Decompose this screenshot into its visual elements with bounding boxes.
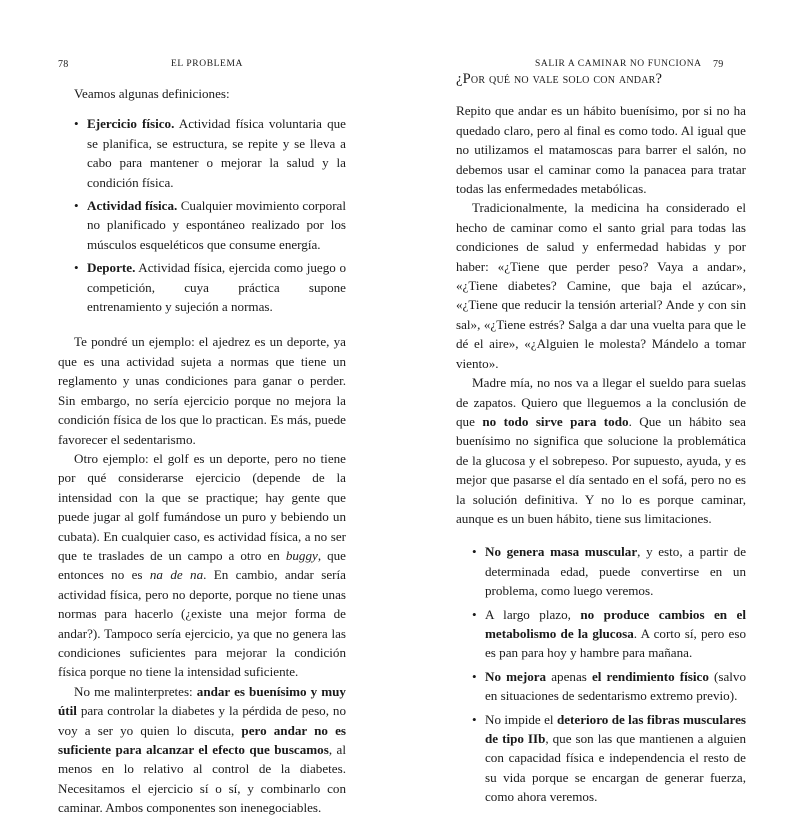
- definition-item: [74, 258, 346, 316]
- bold-text: andar es buenísimo y muy útil: [58, 683, 346, 719]
- paragraph: Repito que andar es un hábito buenísimo, por si no ha quedado claro, pero al final es como todo. Al igual que no utilizamos el matamoscas para barrer el salón, no debemos usar el caminar como la panacea para tratar todas las enfermedades metabólicas.: [456, 103, 746, 197]
- text-run: para controlar la diabetes y la pérdida de peso, no voy a ser yo quien lo discuta,: [58, 703, 346, 738]
- text-run: , que son las que mantienen a alguien con capacidad física e independencia el resto de su vida porque se encargan de generar fuerza, como ahora veremos.: [485, 731, 746, 805]
- bold-text: no produce cambios en el metabolismo de la glucosa: [485, 606, 746, 641]
- bold-text: el rendimiento físico: [591, 668, 709, 684]
- text-run: Otro ejemplo: el golf es un deporte, pero no tiene por qué considerarse ejercicio (depende de la intensidad con la que se practique; hay gente que puede jugar al golf fumándose un puro y bebiendo un cubata). En cualquier caso, es actividad física, a no ser que te traslades de un campo a otro en: [58, 450, 346, 563]
- text-run: . Que un hábito sea buenísimo no significa que solucione la problemática de la glucosa y el sobrepeso. Por supuesto, ayuda, y es mejor que pasarse el día sentado en el sofá, pero no es la solución definitiva. Y no lo es porque caminar, aunque es un buen hábito, tiene sus limitaciones.: [456, 413, 746, 526]
- text-run: , que entonces no es: [58, 547, 346, 583]
- definition-text: Actividad física, ejercida como juego o competición, cuya práctica supone entrenamiento y sujeción a normas.: [87, 260, 346, 315]
- paragraph: [58, 449, 346, 682]
- text-run: A largo plazo,: [485, 606, 581, 622]
- text-run: No impide el: [485, 711, 557, 727]
- definition-term: Ejercicio físico.: [87, 116, 175, 132]
- text-run: apenas: [546, 668, 592, 684]
- intro-line: Veamos algunas definiciones:: [74, 86, 230, 101]
- paragraph: [456, 373, 746, 528]
- text-run: . En cambio, andar sería actividad física, pero no deporte, porque no tiene unas normas para hacerlo (¿existe una mejor forma de andar?). Tampoco sería ejercicio, ya que no genera las condiciones suficientes para mejorar la condición física porque no tiene la intensidad suficiente.: [58, 567, 346, 680]
- right-page: [400, 0, 800, 805]
- text-run: , al menos en lo relativo al control de la diabetes. Necesitamos el ejercicio sí o sí, y combinarlo con caminar. Ambos componentes son inenegociables.: [58, 742, 346, 816]
- paragraph: Tradicionalmente, la medicina ha considerado el hecho de caminar como el santo grial para todas las condiciones de salud y enfermedad habidas y por haber: «¿Tiene que perder peso? Vaya a andar», «¿Tiene diabetes? Camine, que baja el azúcar», «¿Tiene que reducir la tensión arterial? Ande y con sin sal», «¿Tiene estrés? Salga a dar una vuelta para que le dé el aire», «¿Alguien le molesta? Mándelo a tomar viento».: [456, 200, 746, 371]
- section-title: ¿Por qué no vale solo con andar?: [456, 71, 663, 87]
- definition-term: Actividad física.: [87, 198, 178, 214]
- limitation-item: [472, 605, 746, 663]
- bold-text: No genera masa muscular: [485, 544, 638, 560]
- left-page-body: [58, 84, 346, 818]
- left-page: [0, 0, 400, 816]
- definition-item: [74, 196, 346, 254]
- text-run: . A corto sí, pero eso es pan para hoy y hambre para mañana.: [485, 625, 746, 661]
- running-head: EL PROBLEMA: [171, 59, 243, 69]
- limitation-item: [472, 710, 746, 807]
- definitions-list: [74, 114, 346, 316]
- running-head: SALIR A CAMINAR NO FUNCIONA: [535, 59, 702, 69]
- limitation-item: [472, 667, 746, 706]
- bold-text: No mejora: [485, 668, 547, 684]
- italic-text: na de na: [149, 567, 204, 583]
- text-run: , y esto, a partir de determinada edad, puede convertirse en un problema, como luego veremos.: [485, 544, 747, 599]
- bold-text: deterioro de las fibras musculares de tipo IIb: [485, 711, 746, 746]
- text-run: Madre mía, no nos va a llegar el sueldo para suelas de zapatos. Quiero que lleguemos a la conclusión de que: [456, 375, 746, 429]
- paragraph: [58, 682, 346, 818]
- definition-item: [74, 114, 346, 192]
- bold-text: no todo sirve para todo: [482, 413, 629, 429]
- definition-term: Deporte.: [87, 260, 136, 276]
- paragraph: Te pondré un ejemplo: el ajedrez es un deporte, ya que es una actividad sujeta a normas que tiene un reglamento y unas condiciones para ganar o perder. Sin embargo, no sería ejercicio porque no mejora la condición física de los que lo practican. Es más, puede favorecer el sedentarismo.: [58, 334, 346, 447]
- definition-text: Cualquier movimiento corporal no planificado y espontáneo realizado por los músculos esqueléticos que consume energía.: [87, 198, 346, 252]
- page-number: 78: [58, 59, 69, 70]
- italic-text: buggy: [285, 547, 318, 563]
- text-run: (salvo en situaciones de sedentarismo extremo previo).: [485, 668, 746, 704]
- bold-text: pero andar no es suficiente para alcanzar el efecto que buscamos: [58, 722, 346, 757]
- page-number: 79: [713, 59, 724, 70]
- limitation-item: [472, 542, 746, 600]
- right-page-body: [456, 70, 746, 811]
- definition-text: Actividad física voluntaria que se planifica, se estructura, se repite y se lleva a cabo para mantener o mejorar la salud y la condición física.: [87, 116, 346, 190]
- limitations-list: [472, 542, 746, 806]
- text-run: No me malinterpretes:: [74, 683, 197, 699]
